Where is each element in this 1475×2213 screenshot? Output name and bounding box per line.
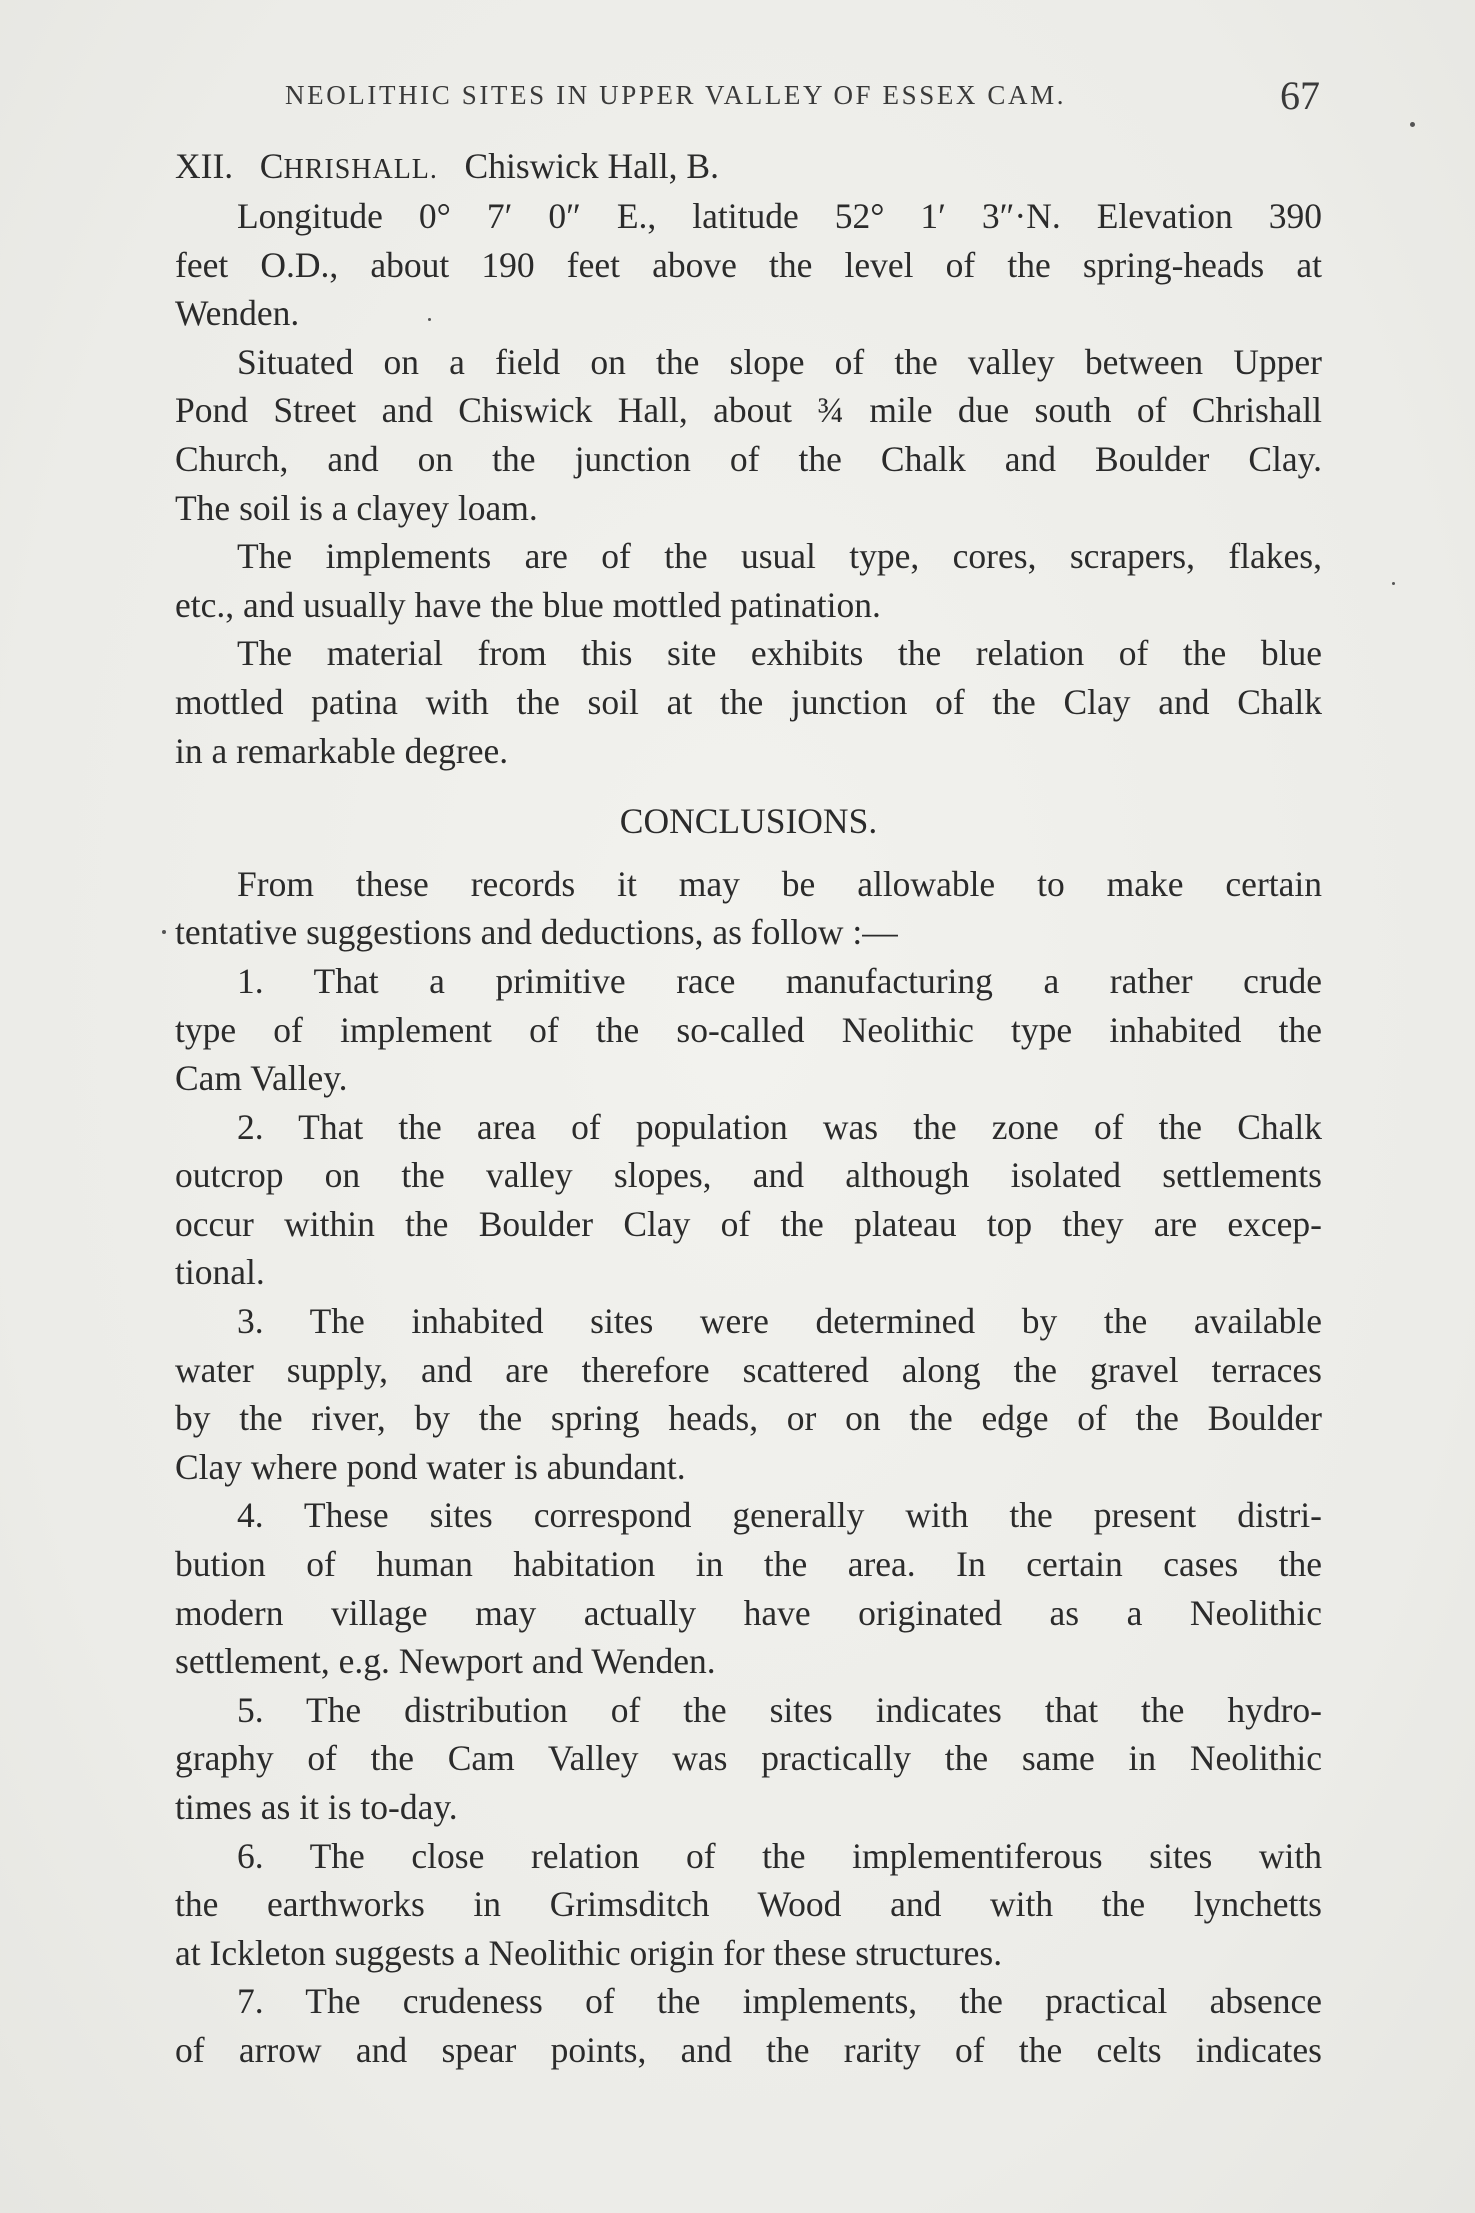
- text-line: Pond Street and Chiswick Hall, about ¾ mile due south of Chrishall: [175, 390, 1322, 431]
- text-line: 2. That the area of population was the zone of the Chalk: [237, 1106, 1322, 1147]
- section-gap: [175, 846, 1322, 860]
- text-line: From these records it may be allowable to make certain: [237, 863, 1322, 904]
- text-line: settlement, e.g. Newport and Wenden.: [175, 1641, 716, 1682]
- text-line: tentative suggestions and deductions, as follow :—: [175, 912, 898, 953]
- paper-speck: [162, 930, 166, 934]
- text-line: etc., and usually have the blue mottled patination.: [175, 584, 881, 625]
- site-name: Chiswick Hall, B.: [464, 146, 719, 186]
- text-line: tional.: [175, 1252, 265, 1293]
- running-header: [285, 72, 1320, 118]
- text-line: at Ickleton suggests a Neolithic origin for these structures.: [175, 1932, 1003, 1973]
- text-line: water supply, and are therefore scattered along the gravel terraces: [175, 1349, 1322, 1390]
- text-line: Clay where pond water is abundant.: [175, 1446, 686, 1487]
- text-line: Longitude 0° 7′ 0″ E., latitude 52° 1′ 3″·N. Elevation 390: [237, 196, 1322, 236]
- text-line: 1. That a primitive race manufacturing a rather crude: [237, 960, 1322, 1001]
- text-line: Church, and on the junction of the Chalk and Boulder Clay.: [175, 438, 1322, 479]
- text-line: graphy of the Cam Valley was practically the same in Neolithic: [175, 1738, 1322, 1779]
- text-line: The soil is a clayey loam.: [175, 487, 538, 528]
- text-line: type of implement of the so-called Neolithic type inhabited the: [175, 1009, 1322, 1050]
- text-line: modern village may actually have originated as a Neolithic: [175, 1592, 1322, 1633]
- body-text: [175, 140, 1322, 2075]
- text-line: occur within the Boulder Clay of the plateau top they are excep-: [175, 1203, 1322, 1244]
- site-heading: [175, 140, 1322, 192]
- text-line: 5. The distribution of the sites indicates that the hydro-: [237, 1689, 1322, 1730]
- text-line: The implements are of the usual type, cores, scrapers, flakes,: [237, 536, 1322, 577]
- text-line: times as it is to-day.: [175, 1787, 458, 1827]
- text-line: Wenden.: [175, 293, 300, 334]
- text-line: bution of human habitation in the area. In certain cases the: [175, 1544, 1322, 1585]
- parish-name-cap: C: [259, 146, 284, 186]
- text-line: outcrop on the valley slopes, and although isolated settlements: [175, 1155, 1322, 1196]
- page-number: 67: [1280, 73, 1320, 118]
- running-title: NEOLITHIC SITES IN UPPER VALLEY OF ESSEX CAM.: [285, 80, 1067, 110]
- text-line: The material from this site exhibits the relation of the blue: [237, 633, 1322, 674]
- text-line: 4. These sites correspond generally with the present distri-: [237, 1495, 1322, 1536]
- section-heading: CONCLUSIONS.: [619, 801, 878, 842]
- text-line: Cam Valley.: [175, 1058, 348, 1099]
- paper-speck: [1392, 582, 1395, 585]
- text-line: feet O.D., about 190 feet above the level of the spring-heads at: [175, 244, 1322, 285]
- text-line: mottled patina with the soil at the junction of the Clay and Chalk: [175, 681, 1322, 722]
- text-line: 3. The inhabited sites were determined by the available: [237, 1301, 1322, 1342]
- text-line: by the river, by the spring heads, or on the edge of the Boulder: [175, 1398, 1322, 1439]
- text-line: 6. The close relation of the implementiferous sites with: [237, 1835, 1322, 1876]
- text-line: of arrow and spear points, and the rarity of the celts indicates: [175, 2029, 1322, 2070]
- paper-speck: [1410, 122, 1415, 127]
- text-line: Situated on a field on the slope of the valley between Upper: [237, 341, 1322, 382]
- text-line: in a remarkable degree.: [175, 730, 509, 771]
- text-line: the earthworks in Grimsditch Wood and with the lynchetts: [175, 1884, 1322, 1925]
- text-line: 7. The crudeness of the implements, the practical absence: [237, 1981, 1322, 2022]
- section-gap: [175, 775, 1322, 797]
- site-numeral: XII.: [175, 146, 234, 186]
- parish-name-rest: HRISHALL.: [283, 154, 438, 185]
- paper-speck: [428, 318, 431, 321]
